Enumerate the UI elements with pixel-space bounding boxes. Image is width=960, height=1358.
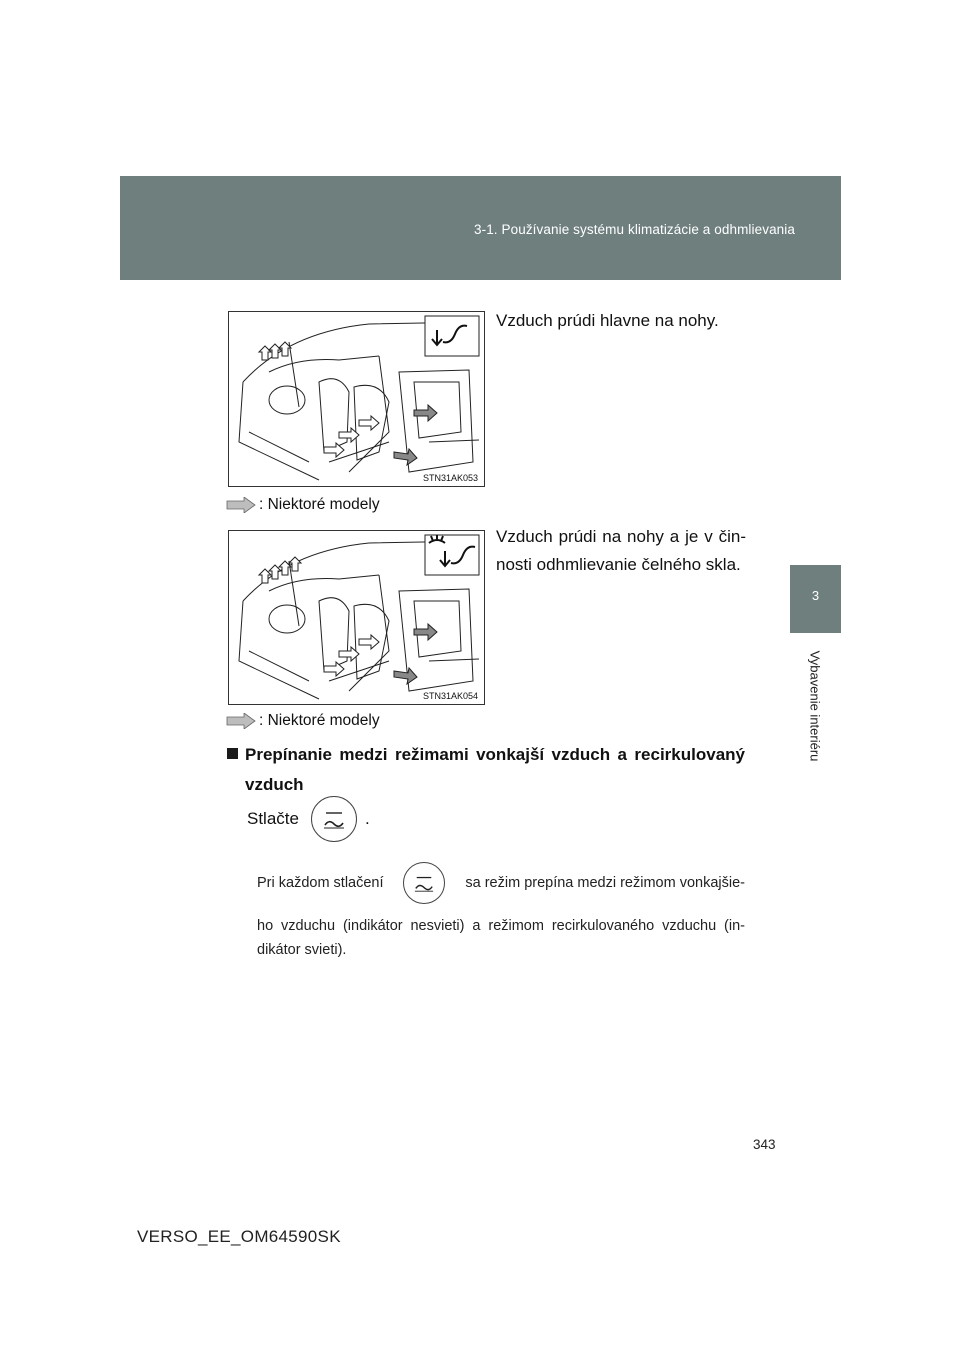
figure-code: STN31AK053 (422, 473, 478, 483)
chapter-tab (790, 565, 841, 633)
car-interior-illustration-icon (229, 531, 484, 704)
recirculation-button-icon (403, 862, 445, 904)
press-instruction (247, 796, 370, 842)
car-interior-figure-2 (228, 530, 485, 705)
press-suffix: . (364, 809, 370, 828)
note-text: : Niektoré modely (259, 496, 380, 513)
car-interior-illustration-icon (229, 312, 484, 486)
section-heading-line (227, 740, 745, 770)
availability-note-1 (226, 496, 380, 514)
chapter-label: Vybavenie interiéru (807, 650, 823, 762)
page-number: 343 (753, 1137, 776, 1152)
section-heading-text: Prepínanie medzi režimami vonkajší vzduch a recirkulovaný (245, 745, 745, 764)
bullet-square-icon (227, 748, 238, 759)
info-text: sa režim prepína medzi režimom vonkajšie- (465, 875, 745, 891)
car-interior-figure-1 (228, 311, 485, 487)
info-text: Pri každom stlačení (257, 875, 384, 891)
info-paragraph (257, 862, 745, 962)
recirculation-button-icon (311, 796, 357, 842)
info-line: dikátor svieti). (257, 942, 347, 958)
chapter-title: 3-1. Používanie systému klimatizácie a odhmlievania (474, 222, 795, 237)
availability-note-2 (226, 712, 380, 730)
chapter-number: 3 (811, 588, 820, 603)
section-heading (227, 740, 745, 800)
figure-code: STN31AK054 (422, 691, 478, 701)
right-arrow-icon (226, 713, 256, 729)
info-line (257, 862, 745, 904)
section-heading-line: vzduch (245, 775, 304, 794)
mode-description-line: Vzduch prúdi na nohy a je v čin- (496, 527, 746, 546)
press-label: Stlačte (247, 809, 299, 828)
right-arrow-icon (226, 497, 256, 513)
info-line: ho vzduchu (indikátor nesvieti) a režimom recirkulovaného vzduchu (in- (257, 918, 745, 934)
note-text: : Niektoré modely (259, 712, 380, 729)
mode-description-1 (496, 307, 746, 335)
chapter-header (120, 176, 841, 280)
mode-description-line: nosti odhmlievanie čelného skla. (496, 555, 741, 574)
mode-description-line: Vzduch prúdi hlavne na nohy. (496, 311, 719, 330)
mode-description-2 (496, 523, 746, 579)
document-code: VERSO_EE_OM64590SK (137, 1227, 341, 1246)
